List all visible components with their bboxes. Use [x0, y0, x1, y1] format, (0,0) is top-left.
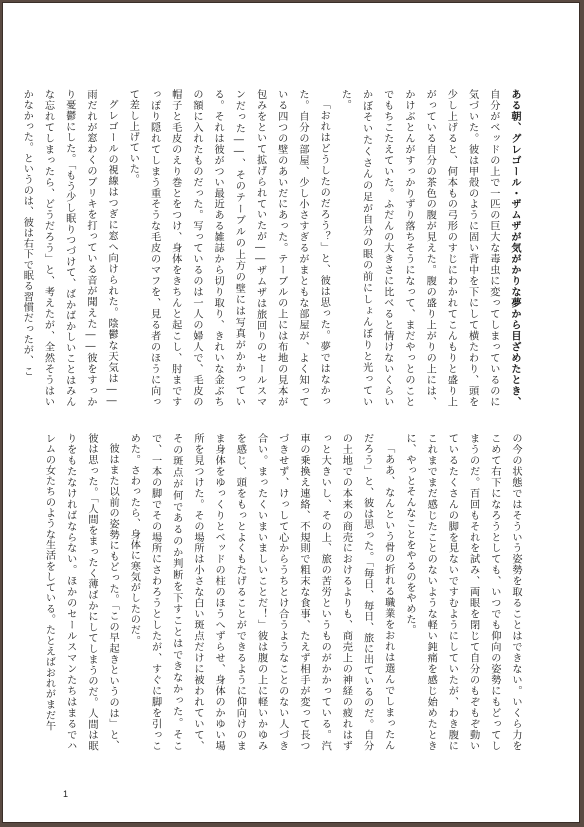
paragraph: 彼はまた以前の姿勢にもどった。「この早起きというのは」と、彼は思った。「人間をまったく薄ばかにしてしまうのだ。人間は眠りをもたなければならない。ほかのセールスマンたちはまるでハレムの女たちのような生活をしている。たとえばおれがまだ午 — [43, 433, 119, 751]
paragraph — [334, 89, 526, 407]
text-column-bottom — [43, 433, 526, 751]
paragraph: 「ああ、なんという骨の折れる職業をおれは選んでしまったんだろう」と、彼は思った。「毎日、毎日、旅に出ているのだ。自分の土地での本来の商売におけるよりも、商売上の神経の疲れはずっと大きいし、その上、旅の苦労というものがかかっている。汽車の乗換え連絡、不規則で粗末な食事、たえず相手が変って長つづきせず、けっして心からうちとけ合うようなことのない人づき合い。まったくいまいましいことだ！」彼は腹の上に軽いかゆみを感じ、頭をもっとよくもたげることができるように仰向けのまま身体をゆっくりとベッドの柱のほうへずらせ、身体のかゆい場所を見つけた。その場所は小さな白い斑点だけに被われていて、その斑点が何であるのか判断を下すことはできなかった。そこで、一本の脚でその場所にさわろうとしたが、すぐに脚を引っこめた。さわったら、身体に寒気がしたのだ。 — [128, 433, 394, 751]
paragraph: 「おれはどうしたのだろう？」と、彼は思った。夢ではなかった。自分の部屋、少し小さすぎるがまともな部屋が、よく知っている四つの壁のあいだにあった。テーブルの上には布地の見本が包みをといて拡げられていたが――ザムザは旅回りのセールスマンだった――、そのテーブルの上方の壁には写真がかかっている。それは彼がつい最近ある雑誌から切り取り、きれいな金ぶちの額に入れたものだった。写っているのは一人の婦人で、毛皮の帽子と毛皮のえり巻とをつけ、身体をきちんと起こし、肘まですっぽり隠れてしまう重そうな毛皮のマフを、見る者のほうに向って差し上げていた。 — [127, 89, 330, 407]
page-number: 1 — [63, 789, 69, 799]
book-page — [2, 2, 580, 823]
paragraph: グレゴールの視線はつぎに窓へ向けられた。陰鬱な天気は――雨だれが窓わくのブリキを打っている音が聞えた――彼をすっかり憂鬱にした。「もう少し眠りつづけて、ばかばかしいことはみんな忘れてしまったら、どうだろう」と、考えたが、全然そうはいかなかった。というのは、彼は右下で眠る習慣だったが、こ — [21, 89, 118, 407]
paragraph: の今の状態ではそういう姿勢を取ることはできない。いくら力をこめて右下になろうとしても、いつでも仰向の姿勢にもどってしまうのだ。百回もそれを試み、両眼を閉じて自分のもぞもぞ動いているたくさんの脚を見ないですむようにしていたが、わき腹にこれまでまだ感じたことのないような軽い鈍痛を感じ始めたときに、やっとそんなことをやるのをやめた。 — [403, 433, 521, 751]
paragraph-text: 自分がベッドの上で一匹の巨大な毒虫に変ってしまっているのに気づいた。彼は甲殻のように固い背中を下にして横たわり、頭を少し上げると、何本もの弓形のすじにわかれてこんもりと盛り上がっている自分の茶色の腹が見えた。腹の盛り上がりの上には、かけぶとんがすっかりずり落ちそうになって、まだやっとのことでもちこたえていた。ふだんの大きさに比べると情けないくらいかぼそいたくさんの足が自分の眼の前にしょんぼりと光っていた。 — [339, 89, 499, 407]
opening-phrase: ある朝、グレゴール・ザムザが気がかりな夢から目ざめたとき、 — [509, 89, 521, 407]
text-column-top — [21, 89, 526, 407]
